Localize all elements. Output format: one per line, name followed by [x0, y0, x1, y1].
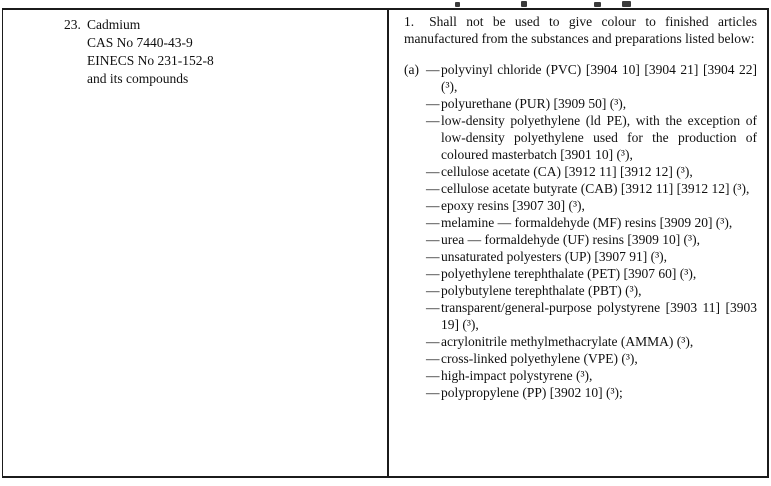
cut-off-text-fragment [521, 1, 527, 7]
list-item-text: polypropylene (PP) [3902 10] (³); [441, 385, 623, 400]
column-divider-rule [387, 8, 389, 478]
list-item-text: polybutylene terephthalate (PBT) (³), [441, 283, 642, 298]
dash-marker: — [426, 232, 440, 247]
dash-marker: — [426, 215, 440, 230]
list-item [404, 384, 757, 401]
list-label: (a) [404, 62, 419, 77]
list-item [404, 248, 757, 265]
dash-marker: — [426, 385, 440, 400]
list-item-text: polyurethane (PUR) [3909 50] (³), [441, 96, 627, 111]
list-item-text: cross-linked polyethylene (VPE) (³), [441, 351, 638, 366]
paragraph-text: Shall not be used to give colour to finished articles manufactured from the substances and preparations listed below: [404, 14, 757, 46]
substance-list [404, 61, 757, 401]
dash-marker: — [426, 283, 440, 298]
dash-marker: — [426, 62, 440, 77]
list-item-text: urea — formaldehyde (UF) resins [3909 10] (³), [441, 232, 700, 247]
list-item-text: high-impact polystyrene (³), [441, 368, 593, 383]
cut-off-text-fragment [622, 1, 631, 7]
substance-entry [64, 16, 354, 88]
list-item [404, 112, 757, 163]
substance-lines [87, 16, 354, 88]
list-item [404, 350, 757, 367]
list-item-text: polyethylene terephthalate (PET) [3907 60] (³), [441, 266, 697, 281]
dash-marker: — [426, 334, 440, 349]
list-item-text: melamine — formaldehyde (MF) resins [3909 20] (³), [441, 215, 733, 230]
restriction-paragraph [404, 13, 757, 47]
dash-marker: — [426, 368, 440, 383]
list-item [404, 163, 757, 180]
einecs-number-line: EINECS No 231-152-8 [87, 53, 214, 68]
dash-marker: — [426, 113, 440, 128]
list-item [404, 231, 757, 248]
list-item [404, 265, 757, 282]
list-item [404, 61, 757, 95]
dash-marker: — [426, 181, 440, 196]
list-item [404, 214, 757, 231]
restrictions-column [404, 13, 757, 401]
compounds-line: and its compounds [87, 71, 189, 86]
list-item [404, 299, 757, 333]
list-item-text: transparent/general-purpose polystyrene [3903 11] [3903 19] (³), [441, 300, 757, 332]
list-item-text: cellulose acetate (CA) [3912 11] [3912 12] (³), [441, 164, 693, 179]
cut-off-text-fragment [594, 2, 601, 7]
list-item-text: acrylonitrile methylmethacrylate (AMMA) (³), [441, 334, 694, 349]
dash-marker: — [426, 164, 440, 179]
entry-number: 23. [64, 17, 81, 32]
cas-number-line: CAS No 7440-43-9 [87, 35, 193, 50]
list-item [404, 197, 757, 214]
dash-marker: — [426, 198, 440, 213]
list-item [404, 282, 757, 299]
list-item [404, 367, 757, 384]
paragraph-number: 1. [404, 14, 415, 29]
dash-marker: — [426, 249, 440, 264]
list-item [404, 333, 757, 350]
list-item-text: cellulose acetate butyrate (CAB) [3912 11] [3912 12] (³), [441, 181, 750, 196]
dash-marker: — [426, 266, 440, 281]
list-item [404, 180, 757, 197]
cut-off-text-fragment [455, 2, 460, 7]
list-item-text: low-density polyethylene (ld PE), with the exception of low-density polyethylene used for the production of coloured masterbatch [3901 10] (³), [441, 113, 757, 162]
list-item-text: polyvinyl chloride (PVC) [3904 10] [3904 21] [3904 22] (³), [441, 62, 757, 94]
list-item [404, 95, 757, 112]
list-item-text: epoxy resins [3907 30] (³), [441, 198, 585, 213]
list-item-text: unsaturated polyesters (UP) [3907 91] (³), [441, 249, 667, 264]
substance-name: Cadmium [87, 17, 141, 32]
dash-marker: — [426, 96, 440, 111]
dash-marker: — [426, 351, 440, 366]
dash-marker: — [426, 300, 440, 315]
